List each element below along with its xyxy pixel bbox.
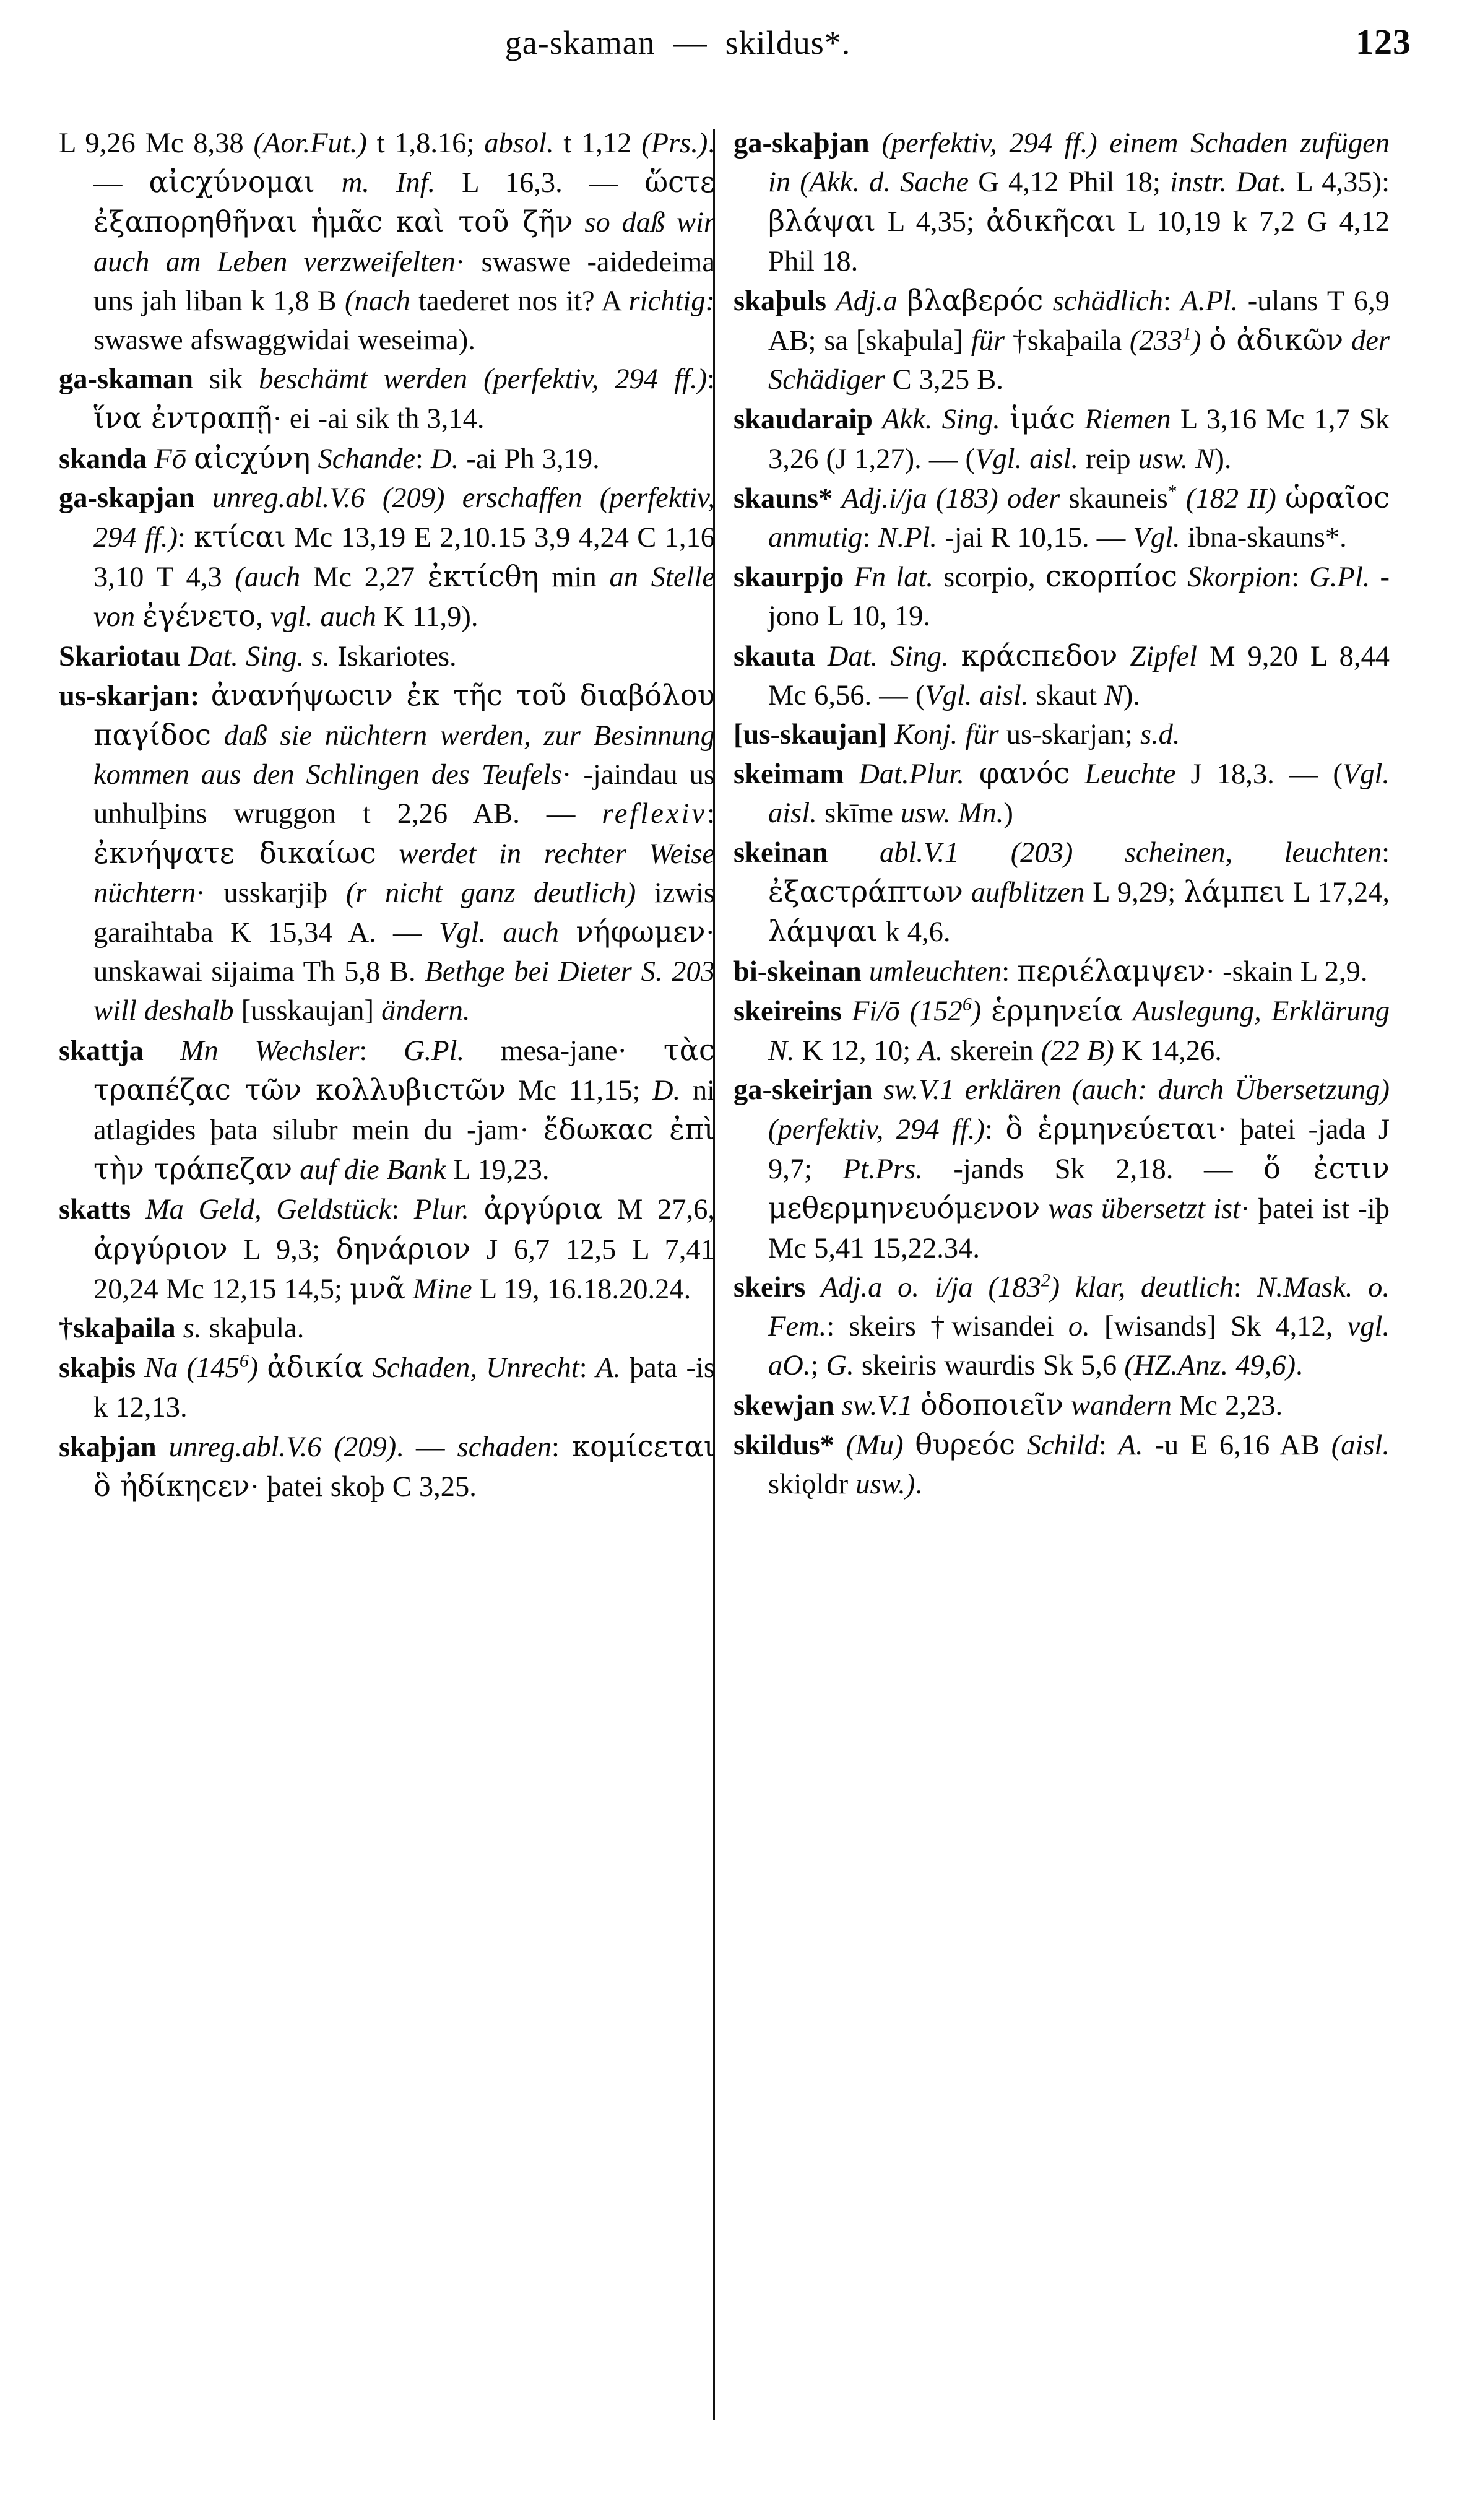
dictionary-entry: skauns* Adj.i/ja (183) oder skauneis* (182 II) ὡραῖοc anmutig: N.Pl. -jai R 10,15. — Vgl. ibna-skauns*. <box>734 480 1390 554</box>
dictionary-entry: skaþuls Adj.a βλαβερόc schädlich: A.Pl. -ulans T 6,9 AB; sa [skaþula] für †skaþaila $(233^1)$ ὁ ἀδικῶν der Schädiger C 3,25 B. <box>734 283 1390 396</box>
right-column <box>734 124 1390 1504</box>
dictionary-entry: ga-skeirjan sw.V.1 erklären (auch: durch Übersetzung) (perfektiv, 294 ff.): ὃ ἑρμηνεύεται· þatei -jada J 9,7; Pt.Prs. -jands Sk 2,18. — ὅ ἐcτιν μεθερμηνευόμενον was übersetzt ist· þatei ist -iþ Mc 5,41 15,22.34. <box>734 1074 1390 1264</box>
dictionary-entry: skeimam Dat.Plur. φανόc Leuchte J 18,3. — (Vgl. aisl. skīme usw. Mn.) <box>734 757 1390 830</box>
two-column-body <box>0 124 1467 2520</box>
dictionary-entry: skewjan sw.V.1 ὁδοποιεῖν wandern Mc 2,23. <box>734 1388 1283 1422</box>
page-number: 123 <box>1356 22 1411 62</box>
dictionary-entry: skeireins Fi/ō $(152^6)$ ἑρμηνεία Auslegung, Erklärung N. K 12, 10; A. skerein (22 B) K 14,26. <box>734 994 1390 1067</box>
dictionary-entry: ga-skaman sik beschämt werden (perfektiv, 294 ff.): ἵνα ἐντραπῇ· ei -ai sik th 3,14. <box>59 363 715 435</box>
dictionary-entry: skeinan abl.V.1 (203) scheinen, leuchten: ἐξαcτράπτων aufblitzen L 9,29; λάμπει L 17,24, λάμψαι k 4,6. <box>734 836 1390 949</box>
dictionary-entry: bi-skeinan umleuchten: περιέλαμψεν· -skain L 2,9. <box>734 954 1368 988</box>
dictionary-entry: skaudaraip Akk. Sing. ἱμάc Riemen L 3,16 Mc 1,7 Sk 3,26 (J 1,27). — (Vgl. aisl. reip usw. N). <box>734 402 1390 475</box>
dictionary-entry: skatts Ma Geld, Geldstück: Plur. ἀργύρια M 27,6, ἀργύριον L 9,3; δηνάριον J 6,7 12,5 L 7,41 20,24 Mc 12,15 14,5; μνᾶ Mine L 19, 16.18.20.24. <box>59 1192 715 1305</box>
dictionary-entry: ga-skaþjan (perfektiv, 294 ff.) einem Schaden zufügen in (Akk. d. Sache G 4,12 Phil 18; instr. Dat. L 4,35): βλάψαι L 4,35; ἀδικῆcαι L 10,19 k 7,2 G 4,12 Phil 18. <box>734 128 1390 277</box>
dictionary-entry: ga-skapjan unreg.abl.V.6 (209) erschaffen (perfektiv, 294 ff.): κτίcαι Mc 13,19 E 2,10.15 3,9 4,24 C 1,16 3,10 T 4,3 (auch Mc 2,27 ἐκτίcθη min an Stelle von ἐγένετο, vgl. auch K 11,9). <box>59 482 716 633</box>
dictionary-entry: skattja Mn Wechsler: G.Pl. mesa-jane· τὰc τραπέζαc τῶν κολλυβιcτῶν Mc 11,15; D. ni atlagides þata silubr mein du -jam· ἔδωκαc ἐπὶ τὴν τράπεζαν auf die Bank L 19,23. <box>59 1033 716 1186</box>
dictionary-entry: skeirs Adj.a o. i/ja $(183^2)$ klar, deutlich: N.Mask. o. Fem.: skeirs †wisandei o. [wisands] Sk 4,12, vgl. aO.; G. skeiris waurdis Sk 5,6 (HZ.Anz. 49,6). <box>734 1270 1390 1382</box>
left-column <box>59 124 715 1506</box>
dictionary-entry: skaurpjo Fn lat. scorpio, cκορπίοc Skorpion: G.Pl. -jono L 10, 19. <box>734 560 1390 633</box>
running-head-title: ga-skaman — skildus*. <box>504 24 851 61</box>
dictionary-entry: L 9,26 Mc 8,38 (Aor.Fut.) t 1,8.16; absol. t 1,12 (Prs.). — αἰcχύνομαι m. Inf. L 16,3. — ὥcτε ἐξαπορηθῆναι ἡμᾶc καὶ τοῦ ζῆν so daß wir auch am Leben verzweifelten· swaswe -aidedeima uns jah liban k 1,8 B (nach taederet nos it? A richtig: swaswe afswaggwidai weseima). <box>59 128 716 357</box>
dictionary-entry: [us-skaujan] Konj. für us-skarjan; s.d. <box>734 719 1180 751</box>
dictionary-entry: skaþjan unreg.abl.V.6 (209). — schaden: κομίcεται ὃ ἠδίκηcεν· þatei skoþ C 3,25. <box>59 1429 716 1503</box>
dictionary-entry: us-skarjan: ἀνανήψωcιν ἐκ τῆc τοῦ διαβόλου παγίδοc daß sie nüchtern werden, zur Besinnung kommen aus den Schlingen des Teufels· -jaindau us unhulþins wruggon t 2,26 AB. — reflexiv: ἐκνήψατε δικαίωc werdet in rechter Weise nüchtern· usskarjiþ (r nicht ganz deutlich) izwis garaihtaba K 15,34 A. — Vgl. auch νήφωμεν· unskawai sijaima Th 5,8 B. Bethge bei Dieter S. 203 will deshalb [usskaujan] ändern. <box>59 678 715 1027</box>
dictionary-entry: skildus* (Mu) θυρεόc Schild: A. -u E 6,16 AB (aisl. skiǫldr usw.). <box>734 1427 1390 1500</box>
dictionary-entry: skaþis Na $(145^6)$ ἀδικία Schaden, Unrecht: A. þata -is k 12,13. <box>59 1350 716 1423</box>
dictionary-entry: †skaþaila s. skaþula. <box>59 1313 305 1345</box>
dictionary-entry: skanda Fō αἰcχύνη Schande: D. -ai Ph 3,19. <box>59 441 600 475</box>
dictionary-entry: Skariotau Dat. Sing. s. Iskariotes. <box>59 640 457 672</box>
dictionary-entry: skauta Dat. Sing. κράcπεδον Zipfel M 9,20 L 8,44 Mc 6,56. — (Vgl. aisl. skaut N). <box>734 638 1390 711</box>
running-head <box>56 24 1411 79</box>
